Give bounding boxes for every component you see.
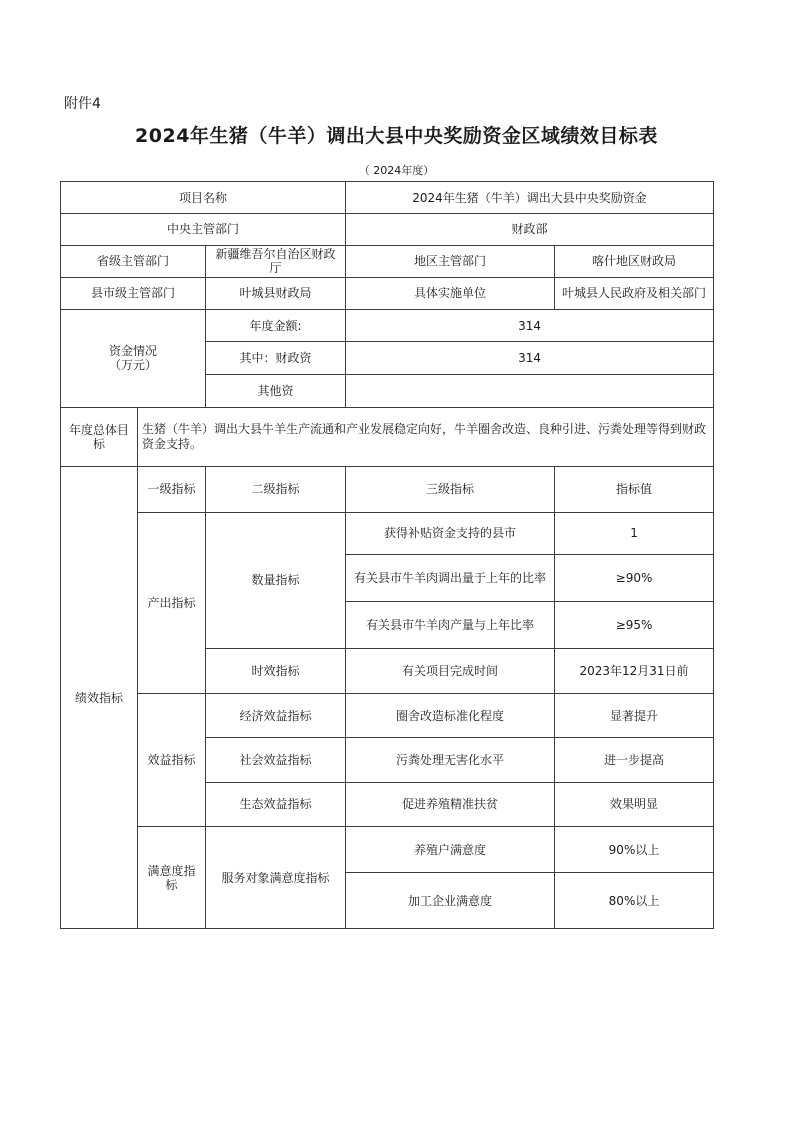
header-level3: 三级指标 (346, 467, 555, 512)
funds-annual-label: 年度金额: (206, 310, 346, 342)
indicator-name: 圈舍改造标准化程度 (346, 694, 555, 738)
provincial-dept-label: 省级主管部门 (61, 245, 206, 277)
table-row (61, 512, 714, 554)
county-dept-value: 叶城县财政局 (206, 277, 346, 309)
funds-label: 资金情况 (108, 344, 157, 359)
funds-other-label: 其他资 (206, 374, 346, 407)
indicator-name: 有关项目完成时间 (346, 648, 555, 693)
project-name-value: 2024年生猪（牛羊）调出大县中央奖励资金 (346, 182, 714, 214)
indicator-value: 2023年12月31日前 (555, 648, 714, 693)
row-project-name (61, 182, 714, 214)
row-county-dept (61, 277, 714, 309)
funds-annual-value: 314 (346, 310, 714, 342)
benefit-indicator-label: 效益指标 (138, 694, 206, 827)
provincial-dept-value: 新疆维吾尔自治区财政厅 (206, 245, 346, 277)
funds-fiscal-label: 其中：财政资 (206, 342, 346, 374)
annual-goal-text: 生猪（牛羊）调出大县牛羊生产流通和产业发展稳定向好，牛羊圈舍改造、良种引进、污粪处理等得到财政资金支持。 (138, 407, 714, 466)
impl-unit-label: 具体实施单位 (346, 277, 555, 309)
row-funds-annual (61, 310, 714, 342)
year-note: （ 2024年度） (358, 164, 435, 177)
row-provincial-dept (61, 245, 714, 277)
indicator-name: 有关县市牛羊肉产量与上年比率 (346, 602, 555, 648)
project-name-label: 项目名称 (61, 182, 346, 214)
indicator-value: 1 (555, 512, 714, 554)
table-row (61, 694, 714, 738)
performance-target-table (60, 181, 714, 929)
funds-unit: （万元） (108, 358, 157, 373)
county-dept-label: 县市级主管部门 (61, 277, 206, 309)
prefecture-dept-label: 地区主管部门 (346, 245, 555, 277)
funds-fiscal-value: 314 (346, 342, 714, 374)
indicator-value: 90%以上 (555, 827, 714, 873)
indicator-name: 养殖户满意度 (346, 827, 555, 873)
indicator-value: 进一步提高 (555, 738, 714, 782)
quantity-indicator-label: 数量指标 (206, 512, 346, 648)
ecological-benefit-label: 生态效益指标 (206, 782, 346, 826)
indicator-name: 加工企业满意度 (346, 873, 555, 929)
service-satisfaction-label: 服务对象满意度指标 (206, 827, 346, 929)
output-indicator-label: 产出指标 (138, 512, 206, 693)
page-title: 2024年生猪（牛羊）调出大县中央奖励资金区域绩效目标表 (135, 125, 658, 147)
attachment-label: 附件4 (64, 96, 101, 112)
indicator-name: 获得补贴资金支持的县市 (346, 512, 555, 554)
performance-label: 绩效指标 (61, 467, 138, 929)
header-value: 指标值 (555, 467, 714, 512)
impl-unit-value: 叶城县人民政府及相关部门 (555, 277, 714, 309)
funds-label-cell (61, 310, 206, 408)
indicator-name: 促进养殖精准扶贫 (346, 782, 555, 826)
row-indicator-headers (61, 467, 714, 512)
satisfaction-indicator-label: 满意度指标 (138, 827, 206, 929)
timeliness-indicator-label: 时效指标 (206, 648, 346, 693)
row-annual-goal (61, 407, 714, 466)
indicator-name: 污粪处理无害化水平 (346, 738, 555, 782)
central-dept-label: 中央主管部门 (61, 214, 346, 245)
prefecture-dept-value: 喀什地区财政局 (555, 245, 714, 277)
annual-goal-label: 年度总体目标 (61, 407, 138, 466)
indicator-value: 效果明显 (555, 782, 714, 826)
table-row (61, 827, 714, 873)
indicator-name: 有关县市牛羊肉调出量于上年的比率 (346, 554, 555, 601)
indicator-value: 80%以上 (555, 873, 714, 929)
indicator-value: 显著提升 (555, 694, 714, 738)
row-central-dept (61, 214, 714, 245)
central-dept-value: 财政部 (346, 214, 714, 245)
header-level1: 一级指标 (138, 467, 206, 512)
social-benefit-label: 社会效益指标 (206, 738, 346, 782)
header-level2: 二级指标 (206, 467, 346, 512)
funds-other-value (346, 374, 714, 407)
indicator-value: ≥90% (555, 554, 714, 601)
economic-benefit-label: 经济效益指标 (206, 694, 346, 738)
indicator-value: ≥95% (555, 602, 714, 648)
